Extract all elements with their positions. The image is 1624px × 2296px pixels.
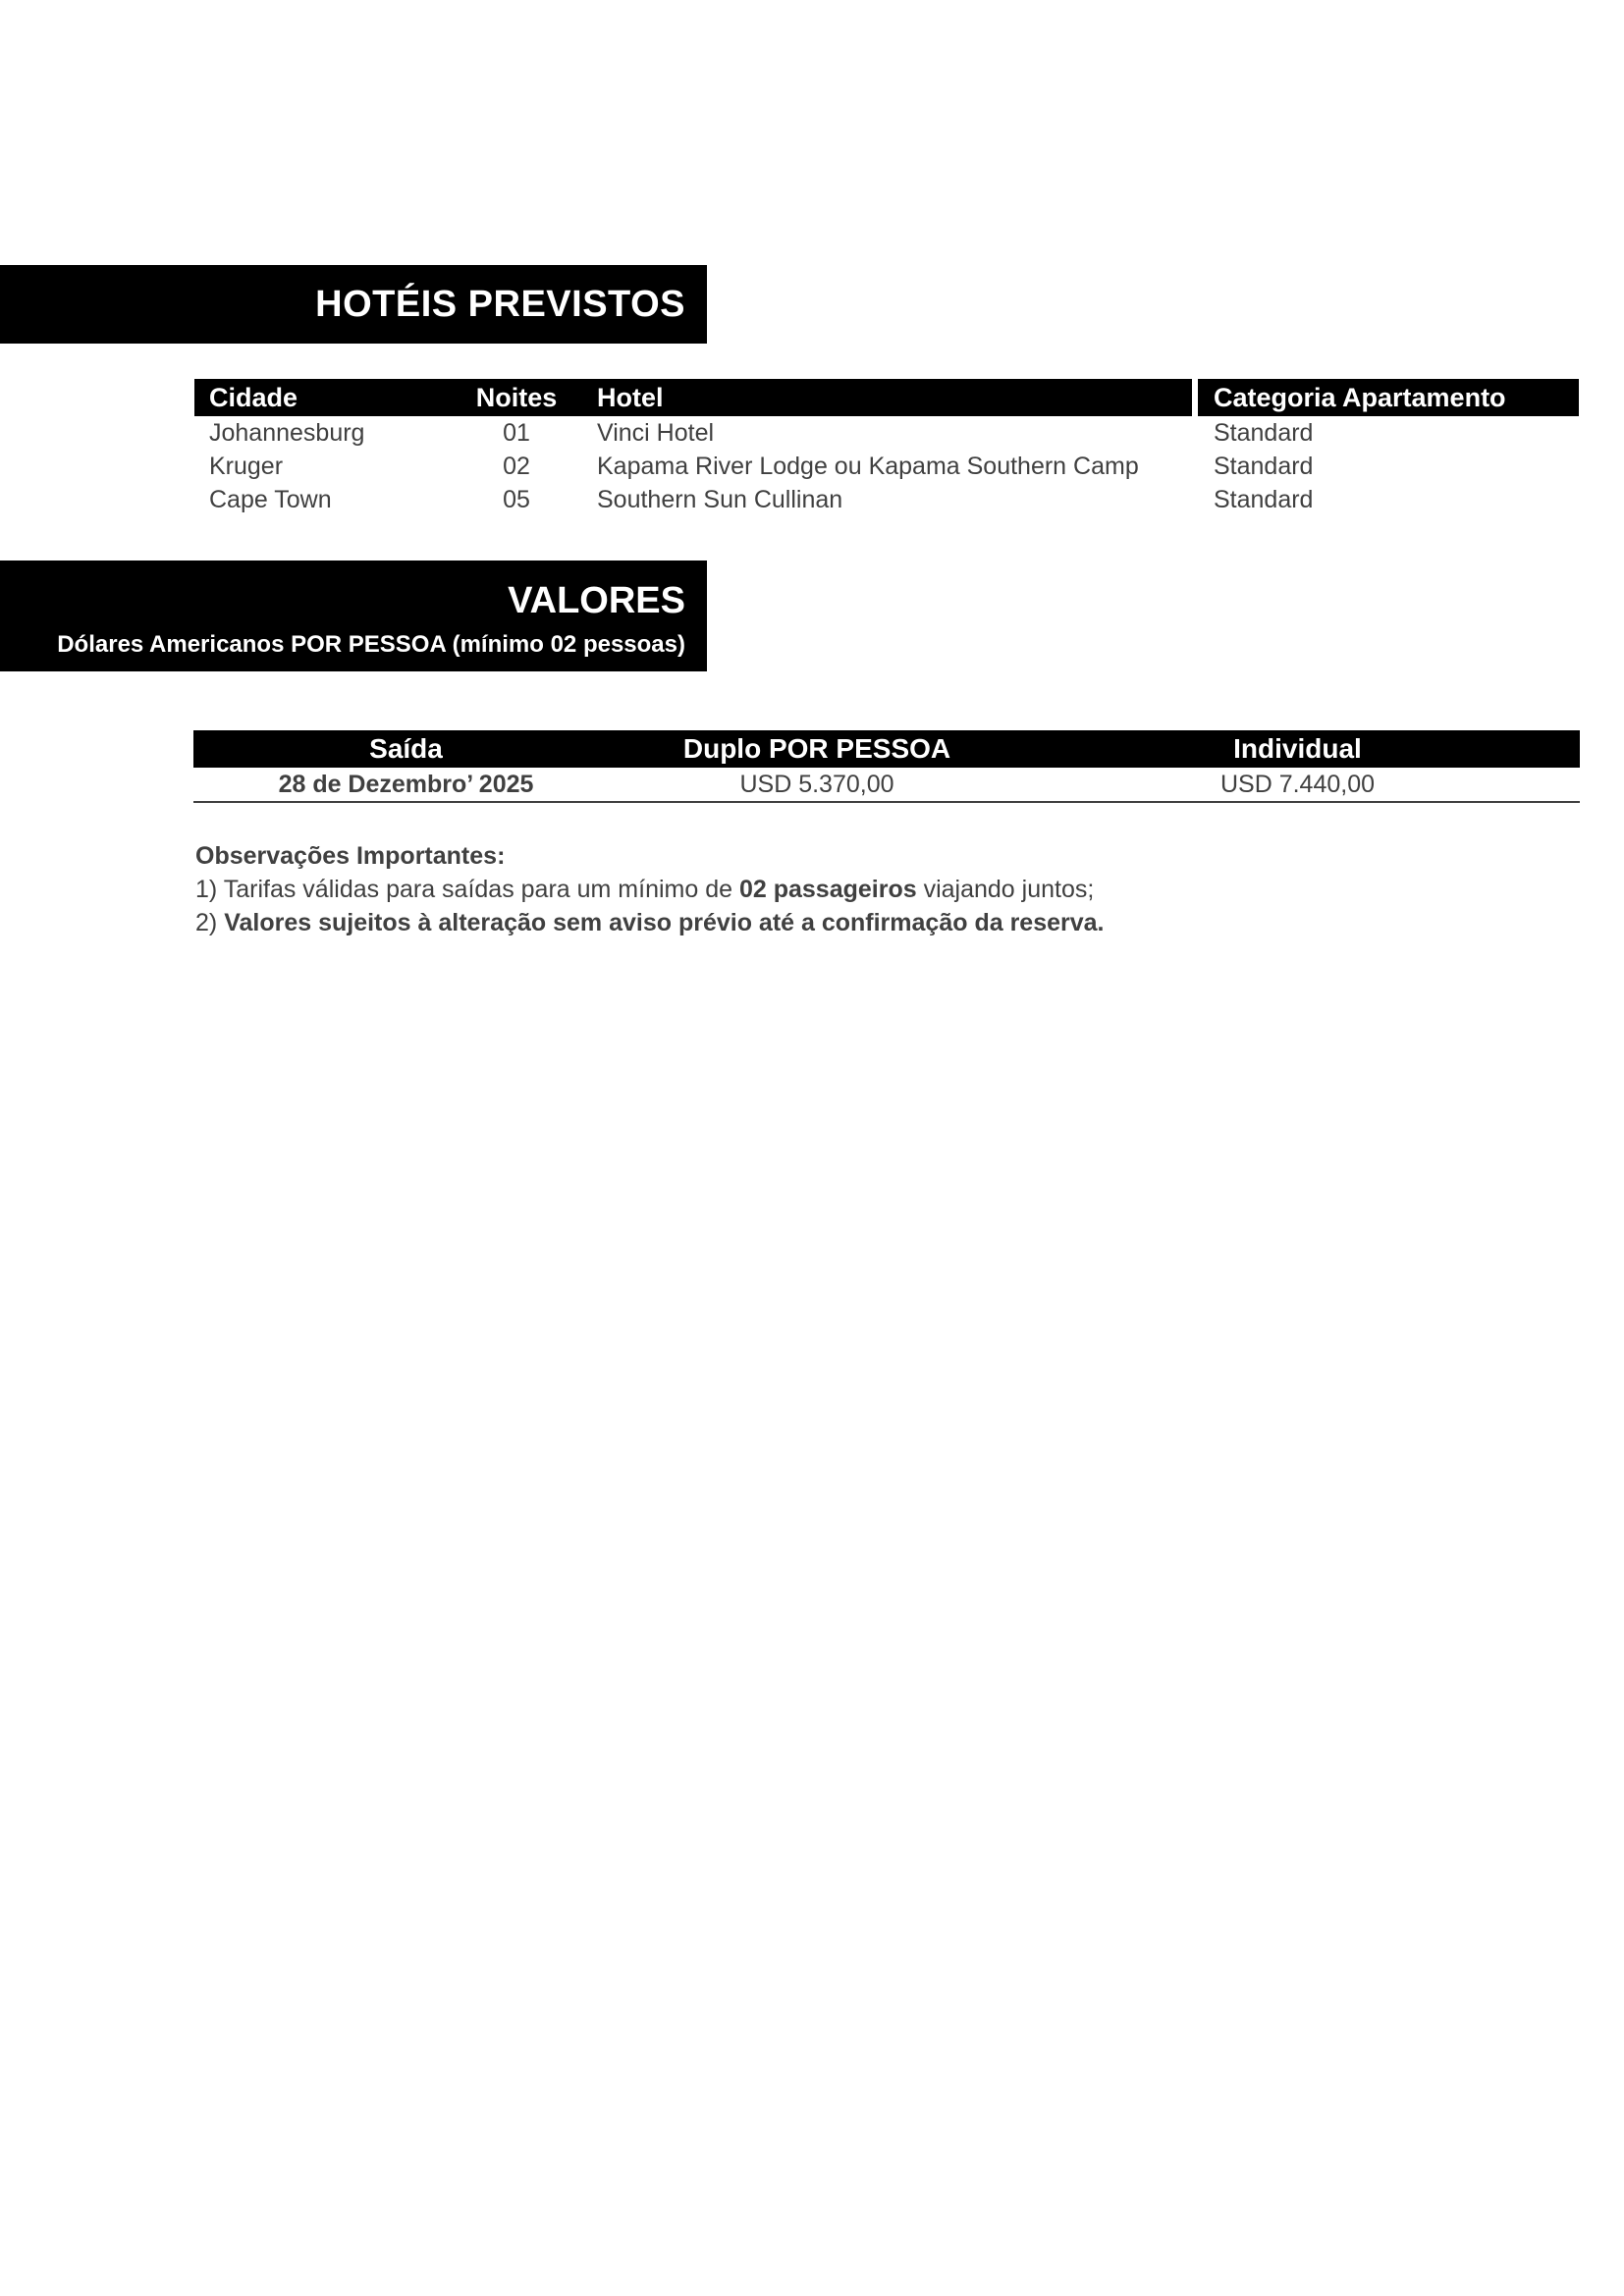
hotels-table-header [194, 379, 1579, 416]
row-hotel: Kapama River Lodge ou Kapama Southern Camp [597, 453, 1139, 480]
hotels-banner-title: HOTÉIS PREVISTOS [315, 284, 685, 325]
note-2-bold: Valores sujeitos à alteração sem aviso prévio até a confirmação da reserva. [224, 909, 1105, 936]
row-single-price: USD 7.440,00 [1219, 771, 1376, 798]
note-1-prefix: 1) Tarifas válidas para saídas para um mínimo de [195, 876, 739, 903]
note-1-suffix: viajando juntos; [916, 876, 1095, 903]
header-double: Duplo POR PESSOA [682, 733, 951, 764]
header-departure: Saída [369, 733, 443, 764]
row-category: Standard [1214, 486, 1314, 513]
important-notes [195, 839, 1105, 939]
hotels-table [194, 379, 1579, 516]
row-city: Kruger [209, 453, 284, 480]
note-1-bold: 02 passageiros [738, 876, 917, 903]
table-row [194, 450, 1579, 483]
row-departure: 28 de Dezembro’ 2025 [278, 771, 534, 798]
table-row [193, 768, 1580, 803]
header-single: Individual [1233, 733, 1362, 764]
row-double-price: USD 5.370,00 [739, 771, 894, 798]
header-category: Categoria Apartamento [1198, 379, 1579, 416]
header-hotel: Hotel [585, 379, 1198, 416]
header-city: Cidade [194, 379, 448, 416]
values-table [193, 730, 1580, 803]
row-city: Johannesburg [209, 419, 365, 447]
row-nights: 05 [503, 486, 530, 513]
table-row [194, 416, 1579, 450]
note-line-1 [195, 873, 1105, 906]
table-row [194, 483, 1579, 516]
values-table-header [193, 730, 1580, 768]
values-banner-title: VALORES [508, 580, 685, 621]
values-banner-subtitle: Dólares Americanos POR PESSOA (mínimo 02 pessoas) [57, 631, 685, 658]
note-line-2 [195, 906, 1105, 939]
row-category: Standard [1214, 453, 1314, 480]
row-hotel: Vinci Hotel [597, 419, 715, 447]
notes-title: Observações Importantes: [195, 842, 506, 870]
note-2-prefix: 2) [195, 909, 225, 936]
row-category: Standard [1214, 419, 1314, 447]
row-nights: 01 [503, 419, 530, 447]
row-hotel: Southern Sun Cullinan [597, 486, 843, 513]
hotels-banner [0, 265, 707, 344]
row-nights: 02 [503, 453, 530, 480]
values-banner [0, 561, 707, 671]
row-city: Cape Town [209, 486, 332, 513]
header-nights: Noites [448, 379, 585, 416]
